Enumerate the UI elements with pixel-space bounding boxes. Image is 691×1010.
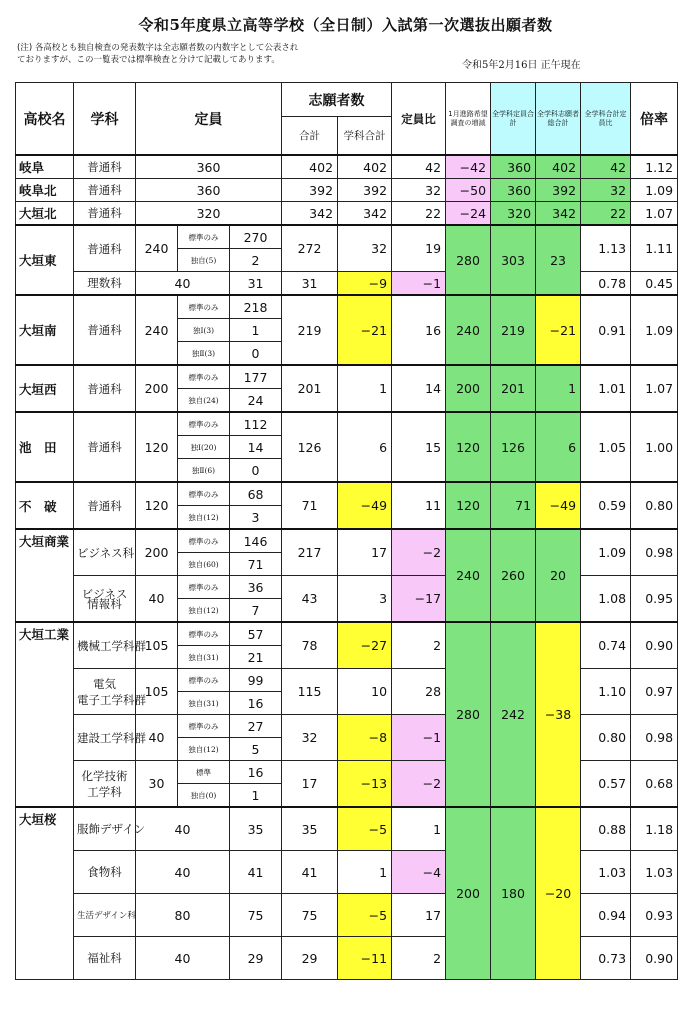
dept-total: 29 xyxy=(282,937,338,980)
rate: 1.09 xyxy=(631,179,678,202)
all-diff: −49 xyxy=(536,482,581,529)
table-row xyxy=(16,295,678,319)
total: 3 xyxy=(230,506,282,530)
table-row xyxy=(16,179,678,202)
dept-name: 食物科 xyxy=(74,851,136,894)
exam-type: 独自(12) xyxy=(178,599,230,623)
header-dept-total: 学科合計 xyxy=(338,117,392,155)
all-applicants: 342 xyxy=(536,202,581,226)
dept-name: 普通科 xyxy=(74,225,136,272)
dept-total: 31 xyxy=(282,272,338,296)
rate: 1.03 xyxy=(581,851,631,894)
total: 2 xyxy=(230,249,282,272)
ratio-diff: 32 xyxy=(338,225,392,272)
header-ratio-diff: 定員比 xyxy=(392,83,446,156)
quota: 200 xyxy=(136,365,178,412)
dept-total: 71 xyxy=(282,482,338,529)
jan-diff: 17 xyxy=(392,894,446,937)
all-diff: 20 xyxy=(536,529,581,622)
all-diff: −20 xyxy=(536,807,581,980)
prev-rate: 0.93 xyxy=(631,894,678,937)
table-row xyxy=(16,529,678,553)
school-name: 大垣桜 xyxy=(16,807,74,980)
quota: 105 xyxy=(136,669,178,715)
ratio-diff: −13 xyxy=(338,761,392,808)
exam-type: 標準のみ xyxy=(178,715,230,738)
dept-total: 219 xyxy=(282,295,338,365)
header-quota: 定員 xyxy=(136,83,282,156)
exam-type: 独Ⅱ(6) xyxy=(178,459,230,483)
ratio-diff: −9 xyxy=(338,272,392,296)
total: 71 xyxy=(230,553,282,576)
prev-rate: 1.00 xyxy=(631,412,678,482)
header-rate: 倍率 xyxy=(631,83,678,156)
dept-name-line2: 工学科 xyxy=(87,784,122,799)
rate: 0.78 xyxy=(581,272,631,296)
quota: 105 xyxy=(136,622,178,669)
header-all-applicants: 全学科志願者総合計 xyxy=(536,83,581,156)
rate: 1.10 xyxy=(581,669,631,715)
prev-rate: 1.11 xyxy=(631,225,678,272)
total: 392 xyxy=(282,179,338,202)
all-diff: 23 xyxy=(536,225,581,295)
rate: 0.59 xyxy=(581,482,631,529)
all-quota: 280 xyxy=(446,225,491,295)
school-name: 大垣西 xyxy=(16,365,74,412)
quota: 80 xyxy=(136,894,230,937)
prev-rate: 0.97 xyxy=(631,669,678,715)
dept-total: 201 xyxy=(282,365,338,412)
all-diff: 6 xyxy=(536,412,581,482)
dept-total: 126 xyxy=(282,412,338,482)
dept-name xyxy=(74,669,146,715)
all-diff: 42 xyxy=(581,155,631,179)
exam-type: 独自(12) xyxy=(178,506,230,530)
total: 218 xyxy=(230,295,282,319)
exam-type: 標準のみ xyxy=(178,482,230,506)
ratio-diff: −21 xyxy=(338,295,392,365)
ratio-diff: 1 xyxy=(338,851,392,894)
all-applicants: 392 xyxy=(536,179,581,202)
dept-total: 32 xyxy=(282,715,338,761)
total: 112 xyxy=(230,412,282,436)
total: 31 xyxy=(230,272,282,296)
jan-diff: −2 xyxy=(392,529,446,576)
prev-rate: 0.98 xyxy=(631,715,678,761)
quota: 40 xyxy=(136,851,230,894)
all-diff: 1 xyxy=(536,365,581,412)
total: 29 xyxy=(230,937,282,980)
exam-type: 独自(0) xyxy=(178,784,230,808)
exam-type: 標準のみ xyxy=(178,669,230,692)
all-applicants: 402 xyxy=(536,155,581,179)
table-row xyxy=(16,365,678,389)
all-diff: −38 xyxy=(536,622,581,807)
rate: 0.91 xyxy=(581,295,631,365)
all-diff: −21 xyxy=(536,295,581,365)
dept-name: ビジネス科 xyxy=(74,529,136,576)
all-quota: 360 xyxy=(491,155,536,179)
exam-type: 標準のみ xyxy=(178,295,230,319)
quota: 320 xyxy=(136,202,282,226)
dept-total: 17 xyxy=(282,761,338,808)
jan-diff: 16 xyxy=(392,295,446,365)
exam-type: 標準のみ xyxy=(178,529,230,553)
exam-type: 独自(31) xyxy=(178,646,230,669)
header-all-diff: 全学科合計定員比 xyxy=(581,83,631,156)
dept-name-line2: 電子工学科群 xyxy=(77,692,146,707)
ratio-diff: 10 xyxy=(338,669,392,715)
prev-rate: 0.80 xyxy=(631,482,678,529)
all-quota: 240 xyxy=(446,529,491,622)
total: 57 xyxy=(230,622,282,646)
dept-name: 普通科 xyxy=(74,365,136,412)
quota: 40 xyxy=(136,576,178,623)
jan-diff: −17 xyxy=(392,576,446,623)
exam-type: 標準のみ xyxy=(178,365,230,389)
all-applicants: 260 xyxy=(491,529,536,622)
total: 146 xyxy=(230,529,282,553)
total: 75 xyxy=(230,894,282,937)
dept-name: 服飾デザイン xyxy=(74,807,136,851)
rate: 0.94 xyxy=(581,894,631,937)
exam-type: 独自(24) xyxy=(178,389,230,413)
dept-name: ビジネス情報科 xyxy=(74,576,136,623)
prev-rate: 1.07 xyxy=(631,365,678,412)
ratio-diff: −49 xyxy=(338,482,392,529)
quota: 360 xyxy=(136,179,282,202)
table-row xyxy=(16,412,678,436)
header-school: 高校名 xyxy=(16,83,74,156)
dept-total: 75 xyxy=(282,894,338,937)
rate: 0.73 xyxy=(581,937,631,980)
header-all-quota: 全学科定員合計 xyxy=(491,83,536,156)
dept-name: 普通科 xyxy=(74,482,136,529)
jan-diff: 19 xyxy=(392,225,446,272)
all-quota: 200 xyxy=(446,365,491,412)
exam-type: 標準のみ xyxy=(178,576,230,599)
rate: 1.09 xyxy=(581,529,631,576)
dept-name: 福祉科 xyxy=(74,937,136,980)
table-row xyxy=(16,807,678,851)
ratio-diff: 42 xyxy=(392,155,446,179)
school-name: 大垣商業 xyxy=(16,529,74,622)
exam-type: 独Ⅰ(20) xyxy=(178,436,230,459)
prev-rate: 1.18 xyxy=(631,807,678,851)
rate: 1.07 xyxy=(631,202,678,226)
ratio-diff: −5 xyxy=(338,807,392,851)
dept-name: 建設工学科群 xyxy=(74,715,136,761)
ratio-diff: −11 xyxy=(338,937,392,980)
prev-rate: 1.03 xyxy=(631,851,678,894)
exam-type: 標準のみ xyxy=(178,225,230,249)
rate: 1.01 xyxy=(581,365,631,412)
school-name: 池 田 xyxy=(16,412,74,482)
dept-name: 理数科 xyxy=(74,272,136,296)
jan-diff: 15 xyxy=(392,412,446,482)
ratio-diff: −8 xyxy=(338,715,392,761)
dept-name-line1: 化学技術 xyxy=(81,768,128,783)
jan-diff: 11 xyxy=(392,482,446,529)
exam-type: 独Ⅱ(3) xyxy=(178,342,230,366)
dept-total: 392 xyxy=(338,179,392,202)
rate: 1.05 xyxy=(581,412,631,482)
total: 35 xyxy=(230,807,282,851)
all-applicants: 71 xyxy=(491,482,536,529)
exam-type: 標準のみ xyxy=(178,412,230,436)
total: 270 xyxy=(230,225,282,249)
all-quota: 360 xyxy=(491,179,536,202)
dept-total: 272 xyxy=(282,225,338,272)
all-applicants: 180 xyxy=(491,807,536,980)
all-applicants: 219 xyxy=(491,295,536,365)
exam-type: 独自(12) xyxy=(178,738,230,761)
all-diff: 32 xyxy=(581,179,631,202)
total: 5 xyxy=(230,738,282,761)
jan-diff: −24 xyxy=(446,202,491,226)
prev-rate: 0.90 xyxy=(631,622,678,669)
dept-total: 41 xyxy=(282,851,338,894)
jan-diff: 2 xyxy=(392,622,446,669)
prev-rate: 0.98 xyxy=(631,529,678,576)
note-line-2: ておりますが、この一覧表では標準検査と分けて記載してあります。 xyxy=(17,55,280,65)
total: 177 xyxy=(230,365,282,389)
quota: 30 xyxy=(136,761,178,808)
exam-type: 独自(60) xyxy=(178,553,230,576)
quota: 40 xyxy=(136,807,230,851)
prev-rate: 0.95 xyxy=(631,576,678,623)
exam-type: 独Ⅰ(3) xyxy=(178,319,230,342)
table-row xyxy=(16,202,678,226)
exam-type: 独自(5) xyxy=(178,249,230,272)
header-row-1 xyxy=(16,83,678,117)
exam-type: 標準のみ xyxy=(178,622,230,646)
all-quota: 120 xyxy=(446,412,491,482)
ratio-diff: 17 xyxy=(338,529,392,576)
all-quota: 320 xyxy=(491,202,536,226)
prev-rate: 0.68 xyxy=(631,761,678,808)
table-row xyxy=(16,622,678,646)
all-quota: 280 xyxy=(446,622,491,807)
ratio-diff: 3 xyxy=(338,576,392,623)
dept-total: 217 xyxy=(282,529,338,576)
quota: 40 xyxy=(136,272,230,296)
school-name: 大垣東 xyxy=(16,225,74,295)
dept-total: 35 xyxy=(282,807,338,851)
dept-name-line1: 電気 xyxy=(93,676,116,691)
jan-diff: 1 xyxy=(392,807,446,851)
rate: 0.80 xyxy=(581,715,631,761)
dept-total: 78 xyxy=(282,622,338,669)
school-name: 不 破 xyxy=(16,482,74,529)
footnote xyxy=(17,42,477,66)
rate: 0.74 xyxy=(581,622,631,669)
total: 0 xyxy=(230,459,282,483)
prev-rate: 0.45 xyxy=(631,272,678,296)
school-name: 大垣北 xyxy=(16,202,74,226)
school-name: 大垣工業 xyxy=(16,622,74,807)
dept-name: 普通科 xyxy=(74,155,136,179)
total: 16 xyxy=(230,692,282,715)
header-total: 合計 xyxy=(282,117,338,155)
jan-diff: −1 xyxy=(392,715,446,761)
all-quota: 120 xyxy=(446,482,491,529)
dept-name xyxy=(74,761,136,808)
quota: 240 xyxy=(136,225,178,272)
jan-diff: 28 xyxy=(392,669,446,715)
dept-total: 402 xyxy=(338,155,392,179)
all-quota: 200 xyxy=(446,807,491,980)
jan-diff: −42 xyxy=(446,155,491,179)
total: 402 xyxy=(282,155,338,179)
dept-name: 普通科 xyxy=(74,295,136,365)
prev-rate: 0.90 xyxy=(631,937,678,980)
prev-rate: 1.09 xyxy=(631,295,678,365)
school-name: 岐阜 xyxy=(16,155,74,179)
header-jan-diff: 1月進路希望調査の増減 xyxy=(446,83,491,156)
total: 24 xyxy=(230,389,282,413)
quota: 40 xyxy=(136,715,178,761)
all-applicants: 126 xyxy=(491,412,536,482)
exam-type: 標準 xyxy=(178,761,230,784)
school-name: 大垣南 xyxy=(16,295,74,365)
jan-diff: −2 xyxy=(392,761,446,808)
jan-diff: −1 xyxy=(392,272,446,296)
total: 14 xyxy=(230,436,282,459)
total: 27 xyxy=(230,715,282,738)
quota: 200 xyxy=(136,529,178,576)
total: 68 xyxy=(230,482,282,506)
dept-total: 43 xyxy=(282,576,338,623)
all-quota: 240 xyxy=(446,295,491,365)
ratio-diff: 6 xyxy=(338,412,392,482)
ratio-diff: 1 xyxy=(338,365,392,412)
header-applicants: 志願者数 xyxy=(282,83,392,117)
rate: 0.57 xyxy=(581,761,631,808)
total: 16 xyxy=(230,761,282,784)
ratio-diff: −5 xyxy=(338,894,392,937)
total: 1 xyxy=(230,784,282,808)
school-name: 岐阜北 xyxy=(16,179,74,202)
exam-type: 独自(31) xyxy=(178,692,230,715)
rate: 1.13 xyxy=(581,225,631,272)
jan-diff: −50 xyxy=(446,179,491,202)
quota: 360 xyxy=(136,155,282,179)
total: 41 xyxy=(230,851,282,894)
quota: 120 xyxy=(136,482,178,529)
all-applicants: 242 xyxy=(491,622,536,807)
all-applicants: 303 xyxy=(491,225,536,295)
quota: 120 xyxy=(136,412,178,482)
page-title: 令和5年度県立高等学校（全日制）入試第一次選抜出願者数 xyxy=(138,16,553,34)
table-row xyxy=(16,225,678,249)
all-applicants: 201 xyxy=(491,365,536,412)
all-diff: 22 xyxy=(581,202,631,226)
ratio-diff: 32 xyxy=(392,179,446,202)
jan-diff: 14 xyxy=(392,365,446,412)
dept-name: 普通科 xyxy=(74,412,136,482)
jan-diff: 2 xyxy=(392,937,446,980)
total: 99 xyxy=(230,669,282,692)
applicants-table xyxy=(15,82,678,980)
quota: 40 xyxy=(136,937,230,980)
rate: 1.08 xyxy=(581,576,631,623)
total: 342 xyxy=(282,202,338,226)
total: 21 xyxy=(230,646,282,669)
table-row xyxy=(16,482,678,506)
dept-total: 342 xyxy=(338,202,392,226)
table-row xyxy=(16,155,678,179)
as-of-date: 令和5年2月16日 正午現在 xyxy=(462,60,581,71)
ratio-diff: 22 xyxy=(392,202,446,226)
dept-total: 115 xyxy=(282,669,338,715)
dept-name: 機械工学科群 xyxy=(74,622,136,669)
total: 7 xyxy=(230,599,282,623)
total: 0 xyxy=(230,342,282,366)
note-line-1: (注) 各高校とも独自検査の発表数字は全志願者数の内数字として公表され xyxy=(17,43,299,53)
dept-name: 普通科 xyxy=(74,179,136,202)
dept-name: 生活デザイン科 xyxy=(74,894,136,937)
ratio-diff: −27 xyxy=(338,622,392,669)
rate: 1.12 xyxy=(631,155,678,179)
rate: 0.88 xyxy=(581,807,631,851)
total: 36 xyxy=(230,576,282,599)
jan-diff: −4 xyxy=(392,851,446,894)
quota: 240 xyxy=(136,295,178,365)
header-dept: 学科 xyxy=(74,83,136,156)
dept-name: 普通科 xyxy=(74,202,136,226)
total: 1 xyxy=(230,319,282,342)
